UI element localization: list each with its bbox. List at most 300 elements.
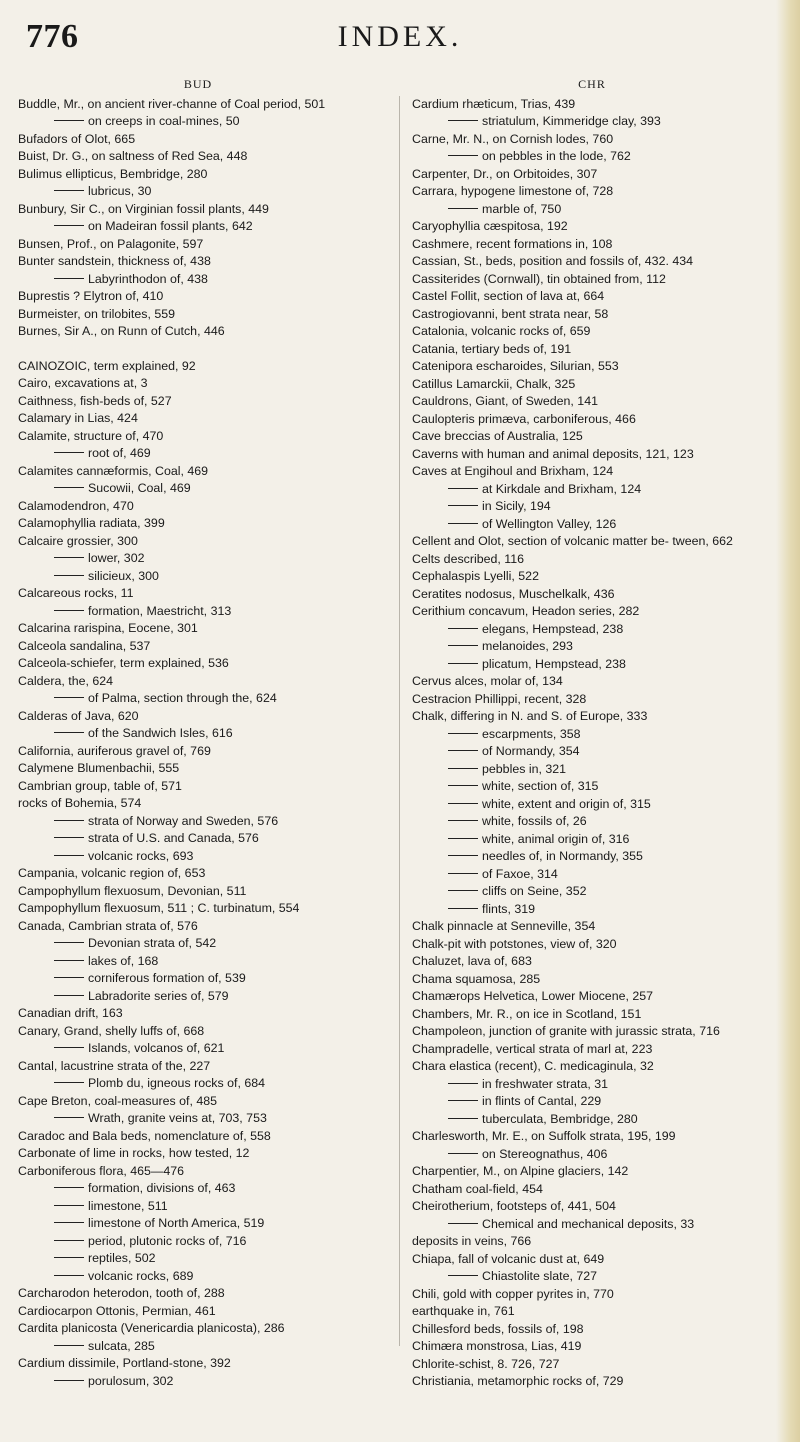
entry-text: Cheirotherium, footsteps of, 441, 504 (412, 1199, 616, 1213)
ditto-dash (54, 452, 84, 453)
entry-text: Catania, tertiary beds of, 191 (412, 341, 572, 356)
right-index-entry (412, 621, 772, 639)
right-index-entry (412, 638, 772, 656)
left-index-entry (18, 463, 378, 481)
entry-text: Buprestis ? Elytron of, 410 (18, 289, 164, 303)
entry-text: Plomb du, igneous rocks of, 684 (88, 1076, 266, 1090)
entry-text: strata of U.S. and Canada, 576 (88, 831, 259, 845)
entry-text: Chiastolite slate, 727 (482, 1269, 598, 1283)
entry-text: Cephalaspis Lyelli, 522 (412, 569, 539, 583)
left-index-entry (18, 1128, 378, 1146)
right-index-entry (412, 1163, 772, 1181)
left-index-entry (18, 1163, 378, 1181)
ditto-dash (54, 732, 84, 733)
left-index-entry (18, 1215, 378, 1233)
entry-text: Cantal, lacustrine strata of the, 227 (18, 1058, 211, 1073)
left-index-entry (18, 306, 378, 324)
entry-text: plicatum, Hempstead, 238 (482, 656, 626, 671)
left-index-entry (18, 778, 378, 796)
entry-text: Bufadors of Olot, 665 (18, 131, 136, 146)
right-index-entry (412, 1268, 772, 1286)
entry-text: white, extent and origin of, 315 (482, 796, 651, 811)
right-index-entry (412, 393, 772, 411)
left-index-entry (18, 1355, 378, 1373)
entry-text: at Kirkdale and Brixham, 124 (482, 481, 642, 496)
entry-text: Cervus alces, molar of, 134 (412, 674, 563, 688)
entry-text: cliffs on Seine, 352 (482, 884, 587, 898)
entry-text: earthquake in, 761 (412, 1304, 515, 1318)
entry-text: Calcarina rarispina, Eocene, 301 (18, 621, 198, 635)
ditto-dash (448, 488, 478, 489)
left-index-entry (18, 708, 378, 726)
right-index-entry (412, 586, 772, 604)
right-index-entry (412, 1286, 772, 1304)
ditto-dash (448, 1118, 478, 1119)
entry-text: Calcaire grossier, 300 (18, 533, 138, 548)
right-index-entry (412, 726, 772, 744)
entry-text: Calderas of Java, 620 (18, 708, 139, 723)
left-index-entry (18, 498, 378, 516)
entry-text: Sucowii, Coal, 469 (88, 481, 191, 495)
left-index-entry (18, 953, 378, 971)
right-index-entry (412, 481, 772, 499)
left-index-entry (18, 743, 378, 761)
entry-text: of Faxoe, 314 (482, 866, 558, 881)
entry-text: lower, 302 (88, 551, 145, 565)
entry-text: rocks of Bohemia, 574 (18, 796, 142, 810)
entry-text: Campania, volcanic region of, 653 (18, 866, 206, 880)
entry-text: pebbles in, 321 (482, 761, 567, 776)
right-index-entry (412, 1023, 772, 1041)
ditto-dash (448, 663, 478, 664)
ditto-dash (54, 837, 84, 838)
entry-text: tuberculata, Bembridge, 280 (482, 1111, 638, 1126)
right-index-entry (412, 1181, 772, 1199)
ditto-dash (54, 1082, 84, 1083)
entry-text: Calcareous rocks, 11 (18, 586, 134, 600)
left-index-entry (18, 1005, 378, 1023)
ditto-dash (54, 190, 84, 191)
entry-text: Carrara, hypogene limestone of, 728 (412, 184, 614, 198)
right-index-entry (412, 568, 772, 586)
right-index-entry (412, 901, 772, 919)
entry-text: white, section of, 315 (482, 779, 599, 793)
left-index-entry (18, 1285, 378, 1303)
right-index-entry (412, 761, 772, 779)
entry-text: strata of Norway and Sweden, 576 (88, 813, 279, 828)
left-index-entry (18, 236, 378, 254)
ditto-dash (448, 1083, 478, 1084)
right-index-entry (412, 1093, 772, 1111)
entry-text: Castel Follit, section of lava at, 664 (412, 289, 605, 303)
ditto-dash (54, 1380, 84, 1381)
entry-text: Carbonate of lime in rocks, how tested, 12 (18, 1146, 250, 1160)
right-index-entry (412, 323, 772, 341)
entry-text: lakes of, 168 (88, 953, 159, 968)
left-index-entry (18, 1320, 378, 1338)
entry-text: Caves at Engihoul and Brixham, 124 (412, 464, 614, 478)
left-index-entry (18, 1040, 378, 1058)
left-index-entry (18, 1233, 378, 1251)
ditto-dash (54, 225, 84, 226)
left-index-entry (18, 1198, 378, 1216)
right-index-entry (412, 376, 772, 394)
entry-text: Burnes, Sir A., on Runn of Cutch, 446 (18, 324, 225, 338)
right-index-entry (412, 1321, 772, 1339)
left-index-entry (18, 655, 378, 673)
left-index-entry (18, 1145, 378, 1163)
left-index-entry (18, 1023, 378, 1041)
right-index-entry (412, 271, 772, 289)
left-index-entry (18, 393, 378, 411)
left-index-entry (18, 515, 378, 533)
running-title: INDEX. (337, 20, 463, 53)
left-index-entry (18, 1180, 378, 1198)
entry-text: Caldera, the, 624 (18, 673, 114, 688)
entry-text: Calamites cannæformis, Coal, 469 (18, 463, 209, 478)
right-index-entry (412, 306, 772, 324)
left-index-entry (18, 1250, 378, 1268)
right-index-entry (412, 411, 772, 429)
right-index-entry (412, 236, 772, 254)
ditto-dash (448, 505, 478, 506)
entry-text: Chalk pinnacle at Senneville, 354 (412, 919, 596, 933)
right-index-entry (412, 1058, 772, 1076)
ditto-dash (448, 645, 478, 646)
entry-text: Chlorite-schist, 8. 726, 727 (412, 1356, 560, 1371)
right-index-entry (412, 708, 772, 726)
entry-text: Carne, Mr. N., on Cornish lodes, 760 (412, 131, 614, 146)
left-index-entry (18, 375, 378, 393)
right-index-entry (412, 988, 772, 1006)
entry-text: in freshwater strata, 31 (482, 1076, 609, 1091)
ditto-dash (448, 750, 478, 751)
entry-text: Chatham coal-field, 454 (412, 1181, 543, 1196)
ditto-dash (448, 855, 478, 856)
right-index-entry (412, 358, 772, 376)
entry-text: Campophyllum flexuosum, 511 ; C. turbinatum, 554 (18, 901, 300, 915)
right-index-entry (412, 866, 772, 884)
left-index-entry (18, 673, 378, 691)
right-index-entry (412, 253, 772, 271)
ditto-dash (448, 873, 478, 874)
right-index-entry (412, 656, 772, 674)
right-index-entry (412, 848, 772, 866)
entry-text: Campophyllum flexuosum, Devonian, 511 (18, 883, 247, 898)
left-index-entry (18, 918, 378, 936)
left-index-entry (18, 865, 378, 883)
entry-text: volcanic rocks, 693 (88, 848, 194, 863)
entry-text: Chemical and mechanical deposits, 33 (482, 1216, 695, 1231)
entry-text: limestone, 511 (88, 1198, 168, 1213)
entry-text: elegans, Hempstead, 238 (482, 621, 624, 636)
entry-text: Cellent and Olot, section of volcanic matter be- tween, 662 (412, 534, 733, 548)
ditto-dash (448, 908, 478, 909)
right-index-entry (412, 288, 772, 306)
left-index-entry (18, 323, 378, 341)
left-index-entry (18, 550, 378, 568)
right-index-entry (412, 883, 772, 901)
ditto-dash (54, 278, 84, 279)
right-index-entry (412, 498, 772, 516)
entry-text: Bulimus ellipticus, Bembridge, 280 (18, 166, 208, 181)
right-index-entry (412, 1128, 772, 1146)
entry-text: Cardium dissimile, Portland-stone, 392 (18, 1356, 231, 1370)
left-index-entry (18, 96, 378, 114)
left-index-entry (18, 620, 378, 638)
right-index-entry (412, 1076, 772, 1094)
entry-text: Cassian, St., beds, position and fossils of, 432. 434 (412, 254, 694, 268)
entry-text: Celts described, 116 (412, 551, 525, 566)
right-index-entry (412, 463, 772, 481)
entry-text: on Stereognathus, 406 (482, 1146, 608, 1161)
left-index-entry (18, 970, 378, 988)
left-index-entry (18, 1058, 378, 1076)
ditto-dash (54, 1345, 84, 1346)
entry-text: of Palma, section through the, 624 (88, 691, 277, 705)
ditto-dash (448, 733, 478, 734)
entry-text: in Sicily, 194 (482, 499, 551, 513)
entry-text: Buist, Dr. G., on saltness of Red Sea, 448 (18, 149, 248, 163)
entry-text: Labyrinthodon of, 438 (88, 271, 208, 286)
entry-text: Chama squamosa, 285 (412, 971, 541, 986)
entry-text: Labradorite series of, 579 (88, 988, 229, 1003)
entry-text: California, auriferous gravel of, 769 (18, 743, 211, 758)
right-index-entry (412, 1338, 772, 1356)
entry-text: Carboniferous flora, 465—476 (18, 1163, 184, 1178)
entry-text: Caulopteris primæva, carboniferous, 466 (412, 411, 636, 426)
left-index-entry (18, 131, 378, 149)
entry-text: Buddle, Mr., on ancient river-channe of Coal period, 501 (18, 96, 326, 111)
left-index-entry (18, 988, 378, 1006)
entry-text: formation, divisions of, 463 (88, 1181, 236, 1195)
entry-text: limestone of North America, 519 (88, 1216, 265, 1230)
ditto-dash (448, 1223, 478, 1224)
right-index-entry (412, 1356, 772, 1374)
ditto-dash (448, 785, 478, 786)
right-index-entry (412, 533, 772, 551)
right-index-entry (412, 1041, 772, 1059)
entry-text: Champoleon, junction of granite with jurassic strata, 716 (412, 1024, 720, 1038)
right-index-entry (412, 936, 772, 954)
right-index-entry (412, 813, 772, 831)
entry-text: Cardiocarpon Ottonis, Permian, 461 (18, 1303, 216, 1318)
right-index-entry (412, 691, 772, 709)
ditto-dash (54, 820, 84, 821)
ditto-dash (448, 628, 478, 629)
entry-text: Caverns with human and animal deposits, 121, 123 (412, 446, 694, 461)
ditto-dash (54, 942, 84, 943)
left-index-entry (18, 480, 378, 498)
right-index-entry (412, 971, 772, 989)
ditto-dash (54, 1187, 84, 1188)
right-index-entry (412, 1233, 772, 1251)
entry-text: Calamite, structure of, 470 (18, 428, 164, 443)
ditto-dash (54, 855, 84, 856)
entry-text: Calamodendron, 470 (18, 498, 134, 513)
left-index-entry (18, 690, 378, 708)
left-index-entry (18, 568, 378, 586)
entry-text: Chaluzet, lava of, 683 (412, 954, 532, 968)
entry-text: Cerithium concavum, Headon series, 282 (412, 604, 640, 618)
entry-text: flints, 319 (482, 901, 536, 916)
entry-text: Carpenter, Dr., on Orbitoides, 307 (412, 166, 598, 181)
entry-text: Calymene Blumenbachii, 555 (18, 761, 180, 775)
right-index-entry (412, 918, 772, 936)
entry-text: Castrogiovanni, bent strata near, 58 (412, 306, 609, 321)
entry-text: Chiapa, fall of volcanic dust at, 649 (412, 1251, 605, 1266)
left-index-entry (18, 795, 378, 813)
entry-text: Calceola-schiefer, term explained, 536 (18, 656, 229, 670)
entry-text: Caradoc and Bala beds, nomenclature of, 558 (18, 1128, 271, 1143)
entry-text: Charpentier, M., on Alpine glaciers, 142 (412, 1164, 629, 1178)
left-index-entry (18, 271, 378, 289)
left-index-entry (18, 638, 378, 656)
left-index-entry (18, 533, 378, 551)
entry-text: Canadian drift, 163 (18, 1006, 123, 1020)
entry-text: melanoides, 293 (482, 639, 573, 653)
left-index-entry (18, 935, 378, 953)
left-index-entry (18, 218, 378, 236)
ditto-dash (54, 960, 84, 961)
entry-text: Carcharodon heterodon, tooth of, 288 (18, 1286, 225, 1300)
right-index-entry (412, 743, 772, 761)
entry-text: Caryophyllia cæspitosa, 192 (412, 219, 568, 233)
entry-text: Chamærops Helvetica, Lower Miocene, 257 (412, 989, 654, 1003)
right-index-entry (412, 1373, 772, 1391)
entry-text: Chili, gold with copper pyrites in, 770 (412, 1286, 614, 1301)
entry-text: marble of, 750 (482, 201, 562, 216)
right-column-head: CHR (578, 77, 606, 91)
right-index-entry (412, 1251, 772, 1269)
ditto-dash (54, 1222, 84, 1223)
entry-text: Chillesford beds, fossils of, 198 (412, 1321, 584, 1336)
entry-text: Cardium rhæticum, Trias, 439 (412, 96, 576, 111)
entry-text: Chimæra monstrosa, Lias, 419 (412, 1339, 582, 1353)
entry-text: on Madeiran fossil plants, 642 (88, 219, 253, 233)
right-index-entry (412, 796, 772, 814)
right-entry-list (412, 96, 772, 1391)
ditto-dash (54, 610, 84, 611)
ditto-dash (448, 155, 478, 156)
entry-text: Cairo, excavations at, 3 (18, 376, 148, 390)
ditto-dash (54, 1047, 84, 1048)
ditto-dash (54, 575, 84, 576)
column-divider (399, 96, 400, 1346)
left-index-entry (18, 410, 378, 428)
ditto-dash (54, 557, 84, 558)
page-number: 776 (26, 18, 79, 55)
right-index-entry (412, 1006, 772, 1024)
left-index-entry (18, 183, 378, 201)
ditto-dash (448, 1153, 478, 1154)
entry-text: Bunsen, Prof., on Palagonite, 597 (18, 236, 204, 251)
entry-text: Chambers, Mr. R., on ice in Scotland, 151 (412, 1006, 642, 1021)
entry-text: Catenipora escharoides, Silurian, 553 (412, 359, 619, 373)
left-index-entry (18, 848, 378, 866)
right-index-entry (412, 831, 772, 849)
entry-text: Christiania, metamorphic rocks of, 729 (412, 1374, 624, 1388)
entry-text: in flints of Cantal, 229 (482, 1094, 602, 1108)
left-index-entry (18, 1373, 378, 1391)
entry-text: Devonian strata of, 542 (88, 936, 217, 950)
entry-text: white, animal origin of, 316 (482, 831, 630, 846)
left-entry-list (18, 96, 378, 1391)
entry-text: on pebbles in the lode, 762 (482, 149, 631, 163)
left-index-entry (18, 725, 378, 743)
right-index-entry (412, 201, 772, 219)
ditto-dash (448, 768, 478, 769)
entry-text: needles of, in Normandy, 355 (482, 849, 643, 863)
entry-text: of the Sandwich Isles, 616 (88, 726, 233, 740)
right-index-entry (412, 131, 772, 149)
ditto-dash (54, 1240, 84, 1241)
ditto-dash (448, 1275, 478, 1276)
left-index-entry (18, 1110, 378, 1128)
left-column-head: BUD (183, 77, 213, 91)
entry-text: Chara elastica (recent), C. medicaginula, 32 (412, 1059, 654, 1073)
left-index-entry (18, 148, 378, 166)
right-index-entry (412, 218, 772, 236)
left-index-entry (18, 883, 378, 901)
right-index-entry (412, 778, 772, 796)
entry-text: Cave breccias of Australia, 125 (412, 429, 583, 443)
right-index-entry (412, 551, 772, 569)
entry-text: Champradelle, vertical strata of marl at, 223 (412, 1041, 653, 1056)
right-index-entry (412, 428, 772, 446)
entry-text: Charlesworth, Mr. E., on Suffolk strata, 195, 199 (412, 1129, 676, 1143)
right-index-entry (412, 603, 772, 621)
entry-text: Canada, Cambrian strata of, 576 (18, 918, 198, 933)
right-column (412, 76, 772, 1391)
left-index-entry (18, 813, 378, 831)
right-index-entry (412, 1146, 772, 1164)
left-index-entry (18, 900, 378, 918)
ditto-dash (54, 487, 84, 488)
ditto-dash (448, 523, 478, 524)
left-index-entry (18, 1093, 378, 1111)
ditto-dash (54, 1257, 84, 1258)
entry-text: Burmeister, on trilobites, 559 (18, 306, 176, 321)
entry-text: Cestracion Phillippi, recent, 328 (412, 691, 587, 706)
right-index-entry (412, 1303, 772, 1321)
entry-text: Wrath, granite veins at, 703, 753 (88, 1111, 267, 1125)
left-index-entry (18, 603, 378, 621)
entry-text: Catalonia, volcanic rocks of, 659 (412, 324, 591, 338)
right-index-entry (412, 673, 772, 691)
entry-text: CAINOZOIC, term explained, 92 (18, 358, 196, 373)
left-index-entry (18, 166, 378, 184)
right-index-entry (412, 1198, 772, 1216)
entry-text: Catillus Lamarckii, Chalk, 325 (412, 376, 576, 391)
entry-text: Bunter sandstein, thickness of, 438 (18, 254, 211, 268)
entry-text: Cardita planicosta (Venericardia planicosta), 286 (18, 1321, 285, 1335)
page-edge (776, 0, 800, 1442)
right-index-entry (412, 341, 772, 359)
entry-text: volcanic rocks, 689 (88, 1268, 194, 1283)
entry-text: Calamary in Lias, 424 (18, 411, 138, 425)
entry-text: Bunbury, Sir C., on Virginian fossil plants, 449 (18, 201, 269, 216)
entry-text: Chalk-pit with potstones, view of, 320 (412, 936, 617, 951)
entry-text: Cauldrons, Giant, of Sweden, 141 (412, 394, 598, 408)
right-index-entry (412, 113, 772, 131)
left-index-entry (18, 288, 378, 306)
ditto-dash (448, 208, 478, 209)
left-index-entry (18, 1075, 378, 1093)
ditto-dash (54, 120, 84, 121)
entry-text: porulosum, 302 (88, 1373, 174, 1388)
ditto-dash (448, 120, 478, 121)
